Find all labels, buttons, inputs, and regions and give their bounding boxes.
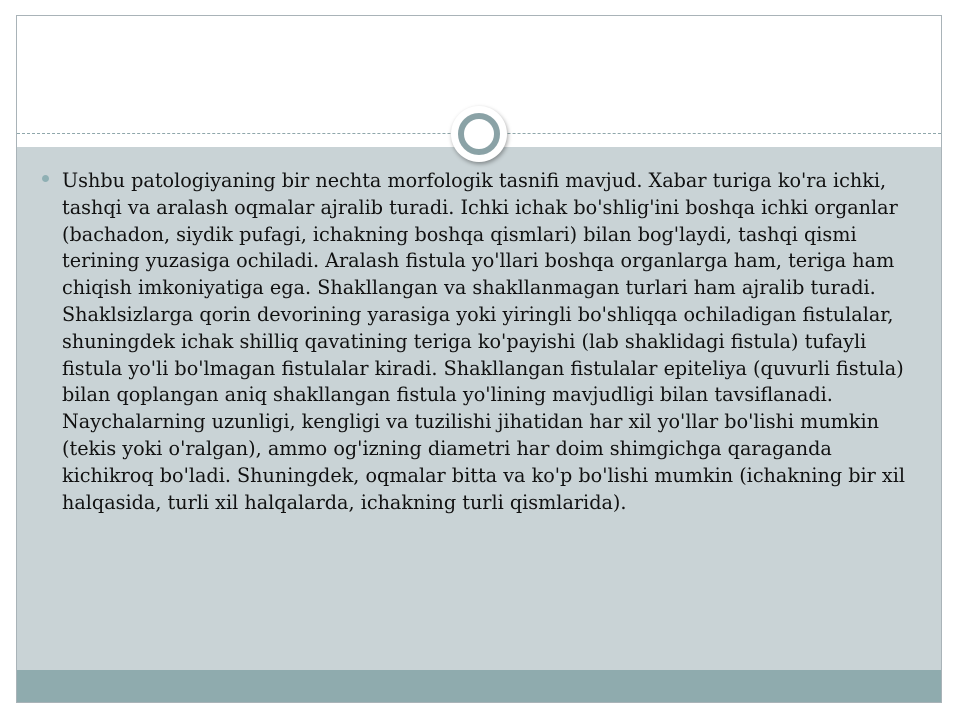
footer-bar — [17, 670, 941, 702]
bullet-text: Ushbu patologiyaning bir nechta morfologik tasnifi mavjud. Xabar turiga ko'ra ichki, tashqi va aralash oqmalar ajralib turadi. Ichki ichak bo'shlig'ini boshqa ichki organlar (bachadon, siydik pufagi, ichakning boshqa qismlari) bilan bog'laydi, tashqi qismi terining yuzasiga ochiladi. Aralash fistula yo'llari boshqa organlarga ham, teriga ham chiqish imkoniyatiga ega. Shakllangan va shakllanmagan turlari ham ajralib turadi. Shaklsizlarga qorin devorining yarasiga yoki yiringli bo'shliqqa ochiladigan fistulalar, shuningdek ichak shilliq qavatining teriga ko'payishi (lab shaklidagi fistula) tufayli fistula yo'li bo'lmagan fistulalar kiradi. Shakllangan fistulalar epiteliya (quvurli fistula) bilan qoplangan aniq shakllangan fistula yo'lining mavjudligi bilan tavsiflanadi. Naychalarning uzunligi, kengligi va tuzilishi jihatidan har xil yo'llar bo'lishi mumkin (tekis yoki o'ralgan), ammo og'izning diametri har doim shimgichga qaraganda kichikroq bo'ladi. Shuningdek, oqmalar bitta va ko'p bo'lishi mumkin (ichakning bir xil halqasida, turli xil halqalarda, ichakning turli qismlarida). — [62, 169, 906, 514]
ring-icon — [458, 113, 500, 155]
circle-ornament-icon — [451, 106, 507, 162]
bullet-icon — [42, 175, 49, 182]
